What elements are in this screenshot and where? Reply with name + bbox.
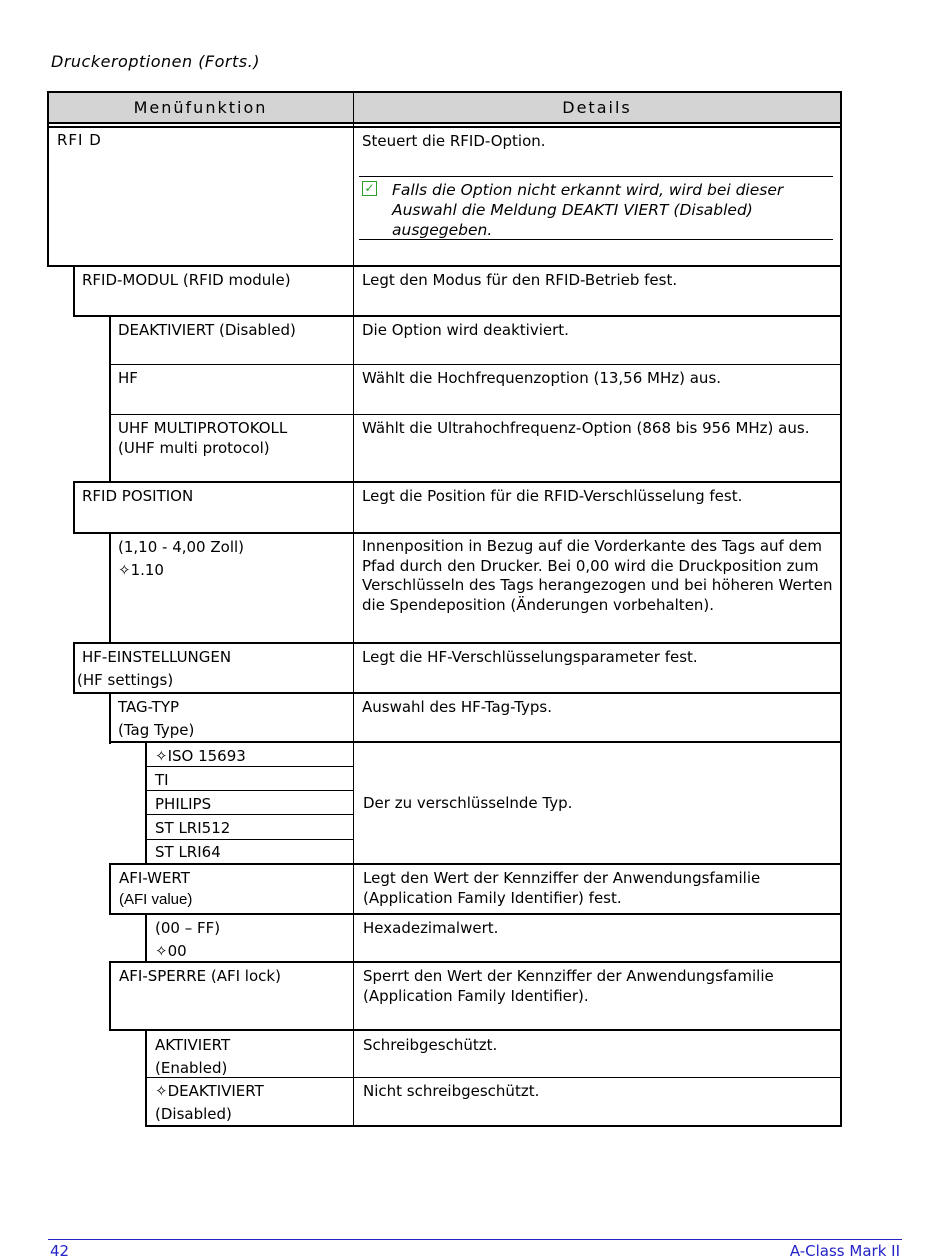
- tag-type-item: PHILIPS: [155, 795, 212, 813]
- row-deaktiviert-detail: Die Option wird deaktiviert.: [362, 321, 569, 339]
- tag-type-item: TI: [155, 771, 169, 789]
- footer-page-number: 42: [50, 1242, 70, 1260]
- tag-type-item: ST LRI512: [155, 819, 231, 837]
- row-afi-range-label2: ✧00: [155, 942, 187, 960]
- row-hf-einstellungen-detail: Legt die HF-Verschlüsselungsparameter fest.: [362, 648, 698, 666]
- row-afi-range-label1: (00 – FF): [155, 919, 221, 937]
- header-menufunktion: Menüfunktion: [133, 98, 268, 117]
- row-tag-typ-label2: (Tag Type): [118, 721, 195, 739]
- footer-product-name: A-Class Mark II: [789, 1242, 900, 1260]
- header-details: Details: [562, 98, 632, 117]
- row-position-range-label1: (1,10 - 4,00 Zoll): [118, 538, 245, 556]
- row-rfid-label: RFI D: [57, 131, 102, 149]
- row-afi-range-detail: Hexadezimalwert.: [363, 919, 499, 937]
- row-position-range-label2: ✧1.10: [118, 561, 164, 579]
- row-afi-sperre-detail: Sperrt den Wert der Kennziffer der Anwendungsfamilie (Application Family Identifier).: [363, 967, 774, 1005]
- tag-type-item: ST LRI64: [155, 843, 221, 861]
- row-position-range-detail: Innenposition in Bezug auf die Vorderkante des Tags auf dem Pfad durch den Drucker. Bei 0,00 wird die Druckposition zum Verschlüsseln des Tags herangezogen und bei höheren Werten die Spendeposition (Änderungen vorbehalten).: [362, 537, 833, 614]
- tag-types-detail: Der zu verschlüsselnde Typ.: [363, 794, 573, 812]
- row-rfid-detail: Steuert die RFID-Option.: [362, 132, 546, 150]
- row-afi-wert-label1: AFI-WERT: [119, 869, 190, 887]
- row-afi-sperre-label: AFI-SPERRE (AFI lock): [119, 967, 281, 985]
- footer-divider: [48, 1239, 902, 1240]
- row-deaktiviert2-label2: (Disabled): [155, 1105, 232, 1123]
- row-hf-einstellungen-label2: (HF settings): [77, 671, 174, 689]
- row-deaktiviert2-label1: ✧DEAKTIVIERT: [155, 1082, 264, 1100]
- row-tag-typ-label1: TAG-TYP: [118, 698, 180, 716]
- row-rfid-note: Falls die Option nicht erkannt wird, wird bei dieser Auswahl die Meldung DEAKTI VIERT (Disabled) ausgegeben.: [392, 181, 784, 239]
- row-hf-detail: Wählt die Hochfrequenzoption (13,56 MHz) aus.: [362, 369, 722, 387]
- row-aktiviert-label1: AKTIVIERT: [155, 1036, 231, 1054]
- tag-type-item: ✧ISO 15693: [155, 747, 246, 765]
- row-uhf-detail: Wählt die Ultrahochfrequenz-Option (868 bis 956 MHz) aus.: [362, 419, 810, 437]
- page-caption: Druckeroptionen (Forts.): [51, 52, 260, 71]
- row-deaktiviert2-detail: Nicht schreibgeschützt.: [363, 1082, 540, 1100]
- row-rfid-modul-detail: Legt den Modus für den RFID-Betrieb fest.: [362, 271, 678, 289]
- row-aktiviert-detail: Schreibgeschützt.: [363, 1036, 498, 1054]
- row-hf-einstellungen-label1: HF-EINSTELLUNGEN: [82, 648, 232, 666]
- checkbox-note-icon: ✓: [362, 181, 377, 196]
- row-tag-typ-detail: Auswahl des HF-Tag-Typs.: [362, 698, 552, 716]
- row-uhf-label2: (UHF multi protocol): [118, 439, 270, 457]
- row-rfid-position-detail: Legt die Position für die RFID-Verschlüsselung fest.: [362, 487, 743, 505]
- row-deaktiviert-label: DEAKTIVIERT (Disabled): [118, 321, 296, 339]
- row-rfid-position-label: RFID POSITION: [82, 487, 194, 505]
- row-aktiviert-label2: (Enabled): [155, 1059, 228, 1077]
- row-afi-wert-detail: Legt den Wert der Kennziffer der Anwendungsfamilie (Application Family Identifier) fest.: [363, 869, 761, 907]
- row-rfid-modul-label: RFID-MODUL (RFID module): [82, 271, 291, 289]
- row-afi-wert-label2: (AFI value): [119, 891, 193, 908]
- row-uhf-label1: UHF MULTIPROTOKOLL: [118, 419, 288, 437]
- row-hf-label: HF: [118, 369, 138, 387]
